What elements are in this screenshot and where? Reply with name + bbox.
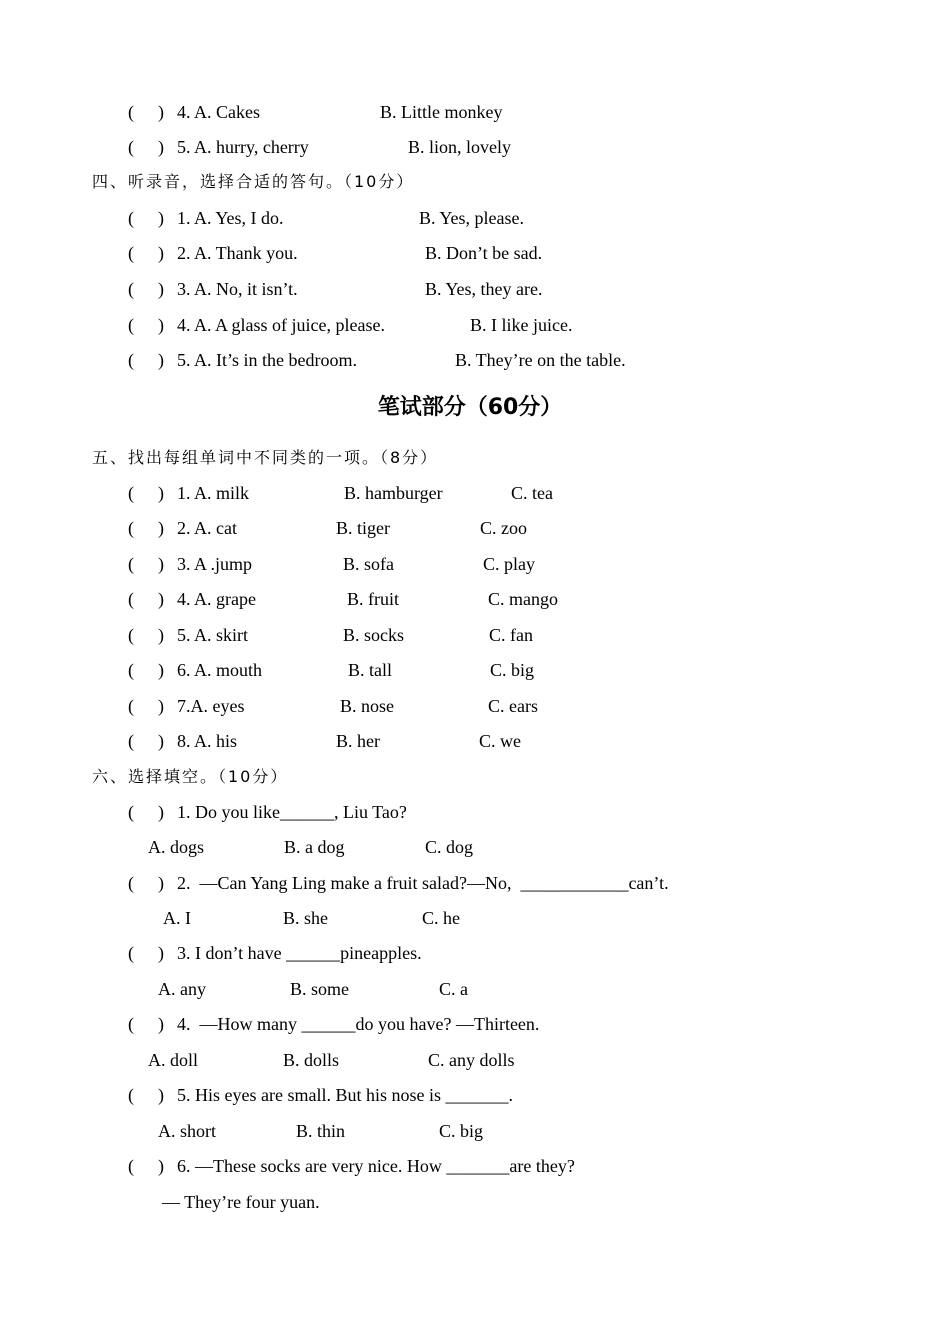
answer-paren-open: ( (128, 802, 134, 822)
option-c: C. zoo (480, 518, 527, 538)
answer-paren-close: ) (158, 350, 164, 370)
answer-paren-close: ) (158, 1085, 164, 1105)
answer-paren-open: ( (128, 660, 134, 680)
question-row (128, 314, 828, 336)
question-row (128, 730, 828, 752)
question-row (128, 553, 828, 575)
option-a: 3. A. No, it isn’t. (177, 279, 298, 299)
question-row (128, 695, 828, 717)
answer-paren-close: ) (158, 660, 164, 680)
question-row (128, 242, 828, 264)
options-row (158, 1120, 758, 1142)
answer-paren-open: ( (128, 696, 134, 716)
answer-paren-close: ) (158, 243, 164, 263)
answer-paren-open: ( (128, 483, 134, 503)
option-b: B. They’re on the table. (455, 350, 626, 370)
option-c: C. dog (425, 837, 474, 857)
answer-paren-close: ) (158, 279, 164, 299)
answer-paren-open: ( (128, 731, 134, 751)
option-b: B. Don’t be sad. (425, 243, 543, 263)
answer-paren-close: ) (158, 625, 164, 645)
section-title: 六、选择填空。（10分） (92, 767, 289, 786)
option-a: A. short (158, 1121, 216, 1141)
answer-continuation: — They’re four yuan. (162, 1192, 320, 1212)
option-c: C. a (439, 979, 468, 999)
option-a: 5. A. It’s in the bedroom. (177, 350, 357, 370)
options-row (163, 907, 763, 929)
question-row (128, 278, 828, 300)
question-row (128, 801, 848, 823)
answer-paren-open: ( (128, 873, 134, 893)
answer-paren-open: ( (128, 943, 134, 963)
option-c: C. tea (511, 483, 553, 503)
option-a: A. dogs (148, 837, 205, 857)
option-c: C. big (439, 1121, 484, 1141)
question-row (128, 517, 828, 539)
option-b: B. tiger (336, 518, 390, 538)
option-b: B. thin (296, 1121, 346, 1141)
question-text: 6. —These socks are very nice. How _______are they? (177, 1156, 575, 1176)
question-row (128, 101, 828, 123)
question-row (128, 349, 828, 371)
option-b: B. sofa (343, 554, 394, 574)
option-a: A. I (163, 908, 191, 928)
option-a: 2. A. Thank you. (177, 243, 298, 263)
option-b: B. lion, lovely (408, 137, 511, 157)
section-title: 四、听录音，选择合适的答句。（10分） (92, 172, 415, 191)
question-row (128, 659, 828, 681)
answer-paren-close: ) (158, 554, 164, 574)
question-row (128, 872, 848, 894)
option-c: C. he (422, 908, 460, 928)
option-a: 5. A. hurry, cherry (177, 137, 309, 157)
question-row (128, 207, 828, 229)
option-a: A. any (158, 979, 206, 999)
answer-paren-close: ) (158, 137, 164, 157)
option-a: A. doll (148, 1050, 199, 1070)
option-a: 8. A. his (177, 731, 238, 751)
question-row (128, 1155, 848, 1177)
option-a: 4. A. A glass of juice, please. (177, 315, 385, 335)
option-a: 4. A. Cakes (177, 102, 260, 122)
option-b: B. dolls (283, 1050, 340, 1070)
option-c: C. we (479, 731, 521, 751)
option-b: B. Yes, they are. (425, 279, 543, 299)
answer-paren-close: ) (158, 483, 164, 503)
answer-paren-open: ( (128, 554, 134, 574)
option-b: B. her (336, 731, 380, 751)
question-text: 1. Do you like______, Liu Tao? (177, 802, 407, 822)
question-row (128, 588, 828, 610)
question-row (128, 1013, 848, 1035)
written-part-heading: 笔试部分（60分） (377, 395, 563, 420)
question-text: 4. —How many ______do you have? —Thirteen. (177, 1014, 540, 1034)
section-title: 五、找出每组单词中不同类的一项。（8分） (92, 448, 439, 467)
option-a: 1. A. milk (177, 483, 250, 503)
question-row (128, 1084, 848, 1106)
answer-paren-close: ) (158, 802, 164, 822)
option-c: C. fan (489, 625, 533, 645)
question-row (128, 624, 828, 646)
answer-paren-close: ) (158, 1014, 164, 1034)
option-c: C. play (483, 554, 535, 574)
answer-paren-close: ) (158, 315, 164, 335)
option-b: B. Little monkey (380, 102, 503, 122)
option-b: B. socks (343, 625, 405, 645)
options-row (148, 1049, 748, 1071)
answer-paren-close: ) (158, 589, 164, 609)
option-b: B. a dog (284, 837, 345, 857)
option-c: C. any dolls (428, 1050, 515, 1070)
answer-paren-open: ( (128, 589, 134, 609)
option-a: 1. A. Yes, I do. (177, 208, 284, 228)
options-row (148, 836, 748, 858)
answer-paren-open: ( (128, 350, 134, 370)
answer-paren-close: ) (158, 208, 164, 228)
question-row (128, 136, 828, 158)
option-a: 7.A. eyes (177, 696, 245, 716)
option-b: B. Yes, please. (419, 208, 525, 228)
answer-paren-open: ( (128, 1156, 134, 1176)
option-a: 4. A. grape (177, 589, 256, 609)
question-text: 3. I don’t have ______pineapples. (177, 943, 422, 963)
answer-paren-close: ) (158, 943, 164, 963)
option-a: 3. A .jump (177, 554, 253, 574)
answer-paren-open: ( (128, 315, 134, 335)
options-row (158, 978, 758, 1000)
answer-paren-close: ) (158, 873, 164, 893)
option-c: C. big (490, 660, 535, 680)
answer-paren-open: ( (128, 1085, 134, 1105)
answer-paren-close: ) (158, 102, 164, 122)
answer-paren-open: ( (128, 279, 134, 299)
option-b: B. tall (348, 660, 392, 680)
option-b: B. hamburger (344, 483, 443, 503)
option-b: B. nose (340, 696, 394, 716)
answer-paren-open: ( (128, 625, 134, 645)
answer-paren-open: ( (128, 1014, 134, 1034)
question-row (128, 482, 828, 504)
option-b: B. some (290, 979, 350, 999)
option-c: C. ears (488, 696, 538, 716)
answer-paren-close: ) (158, 696, 164, 716)
answer-paren-open: ( (128, 208, 134, 228)
answer-paren-close: ) (158, 518, 164, 538)
answer-paren-close: ) (158, 731, 164, 751)
option-b: B. I like juice. (470, 315, 573, 335)
option-a: 2. A. cat (177, 518, 237, 538)
option-a: 6. A. mouth (177, 660, 263, 680)
option-b: B. fruit (347, 589, 399, 609)
answer-paren-open: ( (128, 518, 134, 538)
answer-paren-open: ( (128, 243, 134, 263)
question-text: 5. His eyes are small. But his nose is _______. (177, 1085, 513, 1105)
question-text: 2. —Can Yang Ling make a fruit salad?—No, ____________can’t. (177, 873, 669, 893)
option-b: B. she (283, 908, 328, 928)
answer-paren-open: ( (128, 102, 134, 122)
answer-paren-open: ( (128, 137, 134, 157)
option-c: C. mango (488, 589, 558, 609)
option-a: 5. A. skirt (177, 625, 249, 645)
answer-paren-close: ) (158, 1156, 164, 1176)
question-row (128, 942, 848, 964)
